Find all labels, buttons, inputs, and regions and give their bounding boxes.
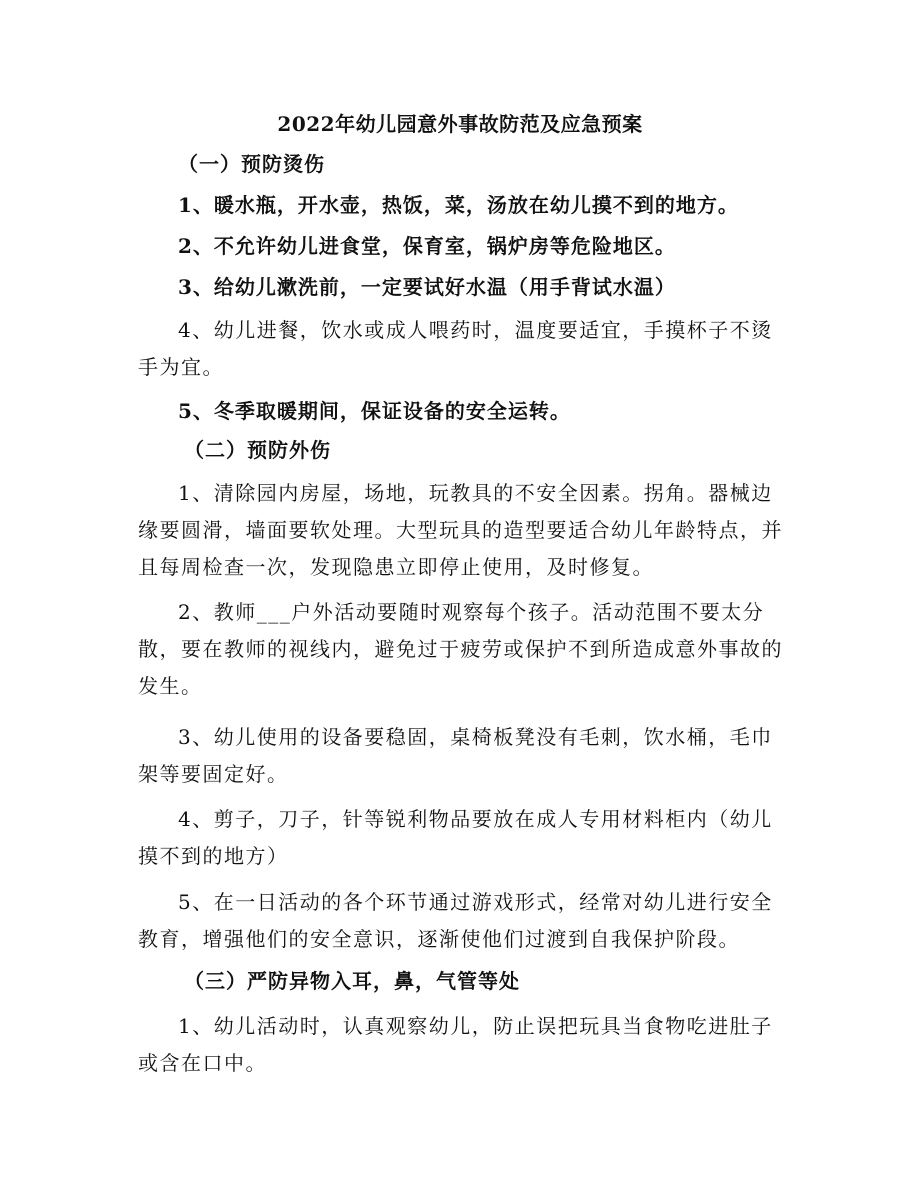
paragraph: 3、给幼儿漱洗前，一定要试好水温（用手背试水温）: [178, 275, 676, 299]
section-heading-1: （一）预防烫伤: [178, 152, 325, 176]
paragraph: 1、清除园内房屋，场地，玩教具的不安全因素。拐角。器械边缘要圆滑，墙面要软处理。大型玩具的造型要适合幼儿年龄特点，并且每周检查一次，发现隐患立即停止使用，及时修复。: [138, 481, 783, 579]
paragraph: 5、冬季取暖期间，保证设备的安全运转。: [178, 399, 571, 423]
paragraph: 1、暖水瓶，开水壶，热饭，菜，汤放在幼儿摸不到的地方。: [178, 193, 739, 217]
paragraph: 5、在一日活动的各个环节通过游戏形式，经常对幼儿进行安全教育，增强他们的安全意识，逐渐使他们过渡到自我保护阶段。: [138, 890, 773, 951]
paragraph: 2、教师___户外活动要随时观察每个孩子。活动范围不要太分散，要在教师的视线内，避免过于疲劳或保护不到所造成意外事故的发生。: [138, 600, 783, 698]
paragraph: 3、幼儿使用的设备要稳固，桌椅板凳没有毛刺，饮水桶，毛巾架等要固定好。: [138, 725, 773, 786]
section-heading-2: （二）预防外伤: [184, 438, 331, 462]
paragraph: 4、剪子，刀子，针等锐利物品要放在成人专用材料柜内（幼儿摸不到的地方）: [138, 807, 773, 868]
document-title: 2022年幼儿园意外事故防范及应急预案: [277, 112, 643, 136]
paragraph: 4、幼儿进餐，饮水或成人喂药时，温度要适宜，手摸杯子不烫手为宜。: [138, 318, 773, 379]
section-heading-3: （三）严防异物入耳，鼻，气管等处: [184, 969, 520, 993]
paragraph: 1、幼儿活动时，认真观察幼儿，防止误把玩具当食物吃进肚子或含在口中。: [138, 1014, 773, 1075]
paragraph: 2、不允许幼儿进食堂，保育室，锅炉房等危险地区。: [178, 234, 676, 258]
